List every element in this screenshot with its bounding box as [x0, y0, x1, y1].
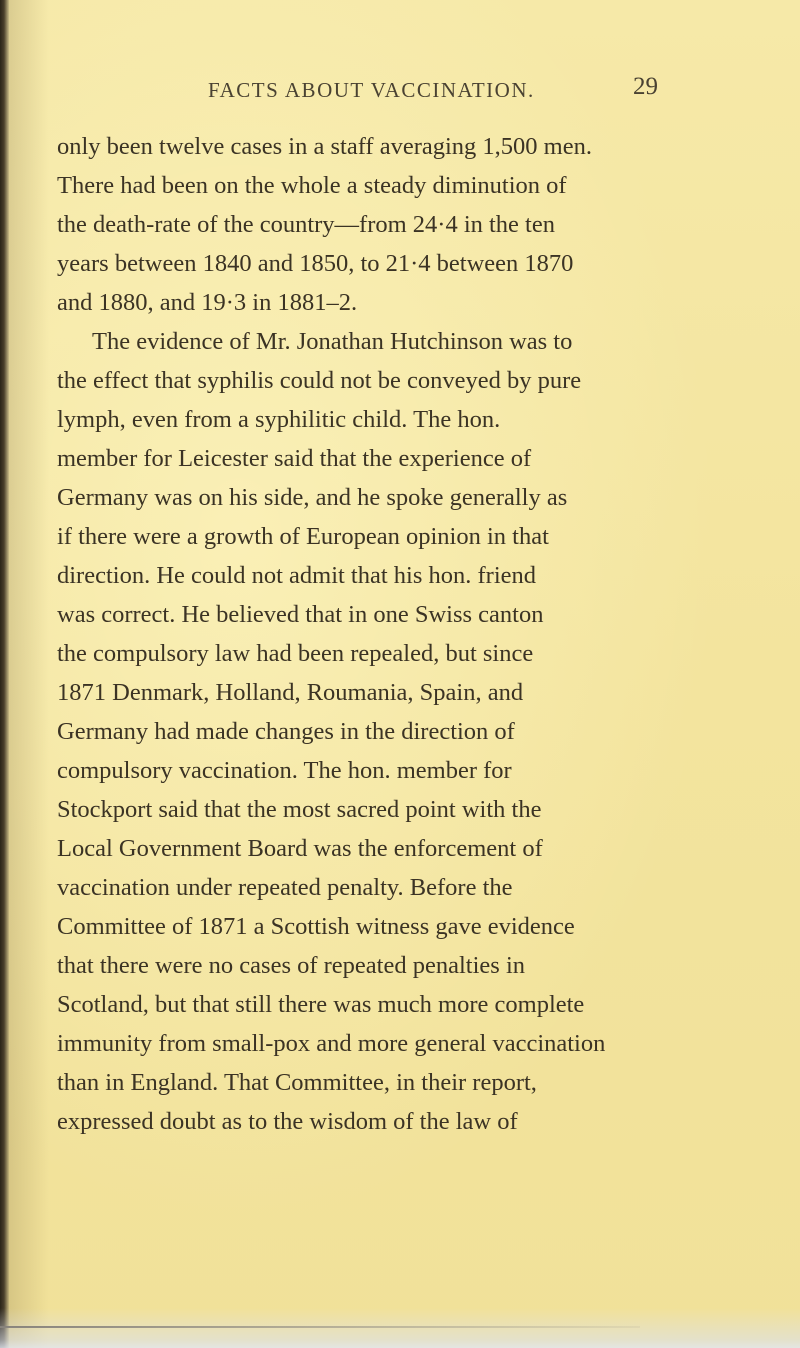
text-line: member for Leicester said that the experience of: [57, 445, 532, 472]
scan-bottom-shadow: [0, 1308, 800, 1348]
text-line: was correct. He believed that in one Swiss canton: [57, 601, 544, 628]
text-line: 1871 Denmark, Holland, Roumania, Spain, and: [57, 679, 524, 706]
text-line: expressed doubt as to the wisdom of the law of: [57, 1108, 518, 1135]
text-line: years between 1840 and 1850, to 21·4 between 1870: [57, 250, 574, 277]
text-line: The evidence of Mr. Jonathan Hutchinson was to: [92, 328, 573, 355]
text-line: Scotland, but that still there was much more complete: [57, 991, 585, 1018]
text-line: Germany had made changes in the direction of: [57, 718, 515, 745]
text-line: Germany was on his side, and he spoke generally as: [57, 484, 568, 511]
text-line: the death-rate of the country—from 24·4 in the ten: [57, 211, 555, 238]
text-line: only been twelve cases in a staff averaging 1,500 men.: [57, 133, 592, 160]
text-line: Committee of 1871 a Scottish witness gave evidence: [57, 913, 575, 940]
gutter-shadow: [9, 0, 49, 1348]
text-line: if there were a growth of European opinion in that: [57, 523, 549, 550]
page-number: 29: [633, 73, 658, 100]
text-line: Stockport said that the most sacred point with the: [57, 796, 542, 823]
text-line: that there were no cases of repeated penalties in: [57, 952, 526, 979]
text-line: direction. He could not admit that his hon. friend: [57, 562, 537, 589]
text-line: There had been on the whole a steady diminution of: [57, 172, 567, 199]
text-line: Local Government Board was the enforcement of: [57, 835, 543, 862]
text-line: the effect that syphilis could not be conveyed by pure: [57, 367, 582, 394]
text-line: and 1880, and 19·3 in 1881–2.: [57, 289, 358, 316]
text-line: the compulsory law had been repealed, but since: [57, 640, 534, 667]
book-binding-edge: [0, 0, 9, 1348]
text-line: compulsory vaccination. The hon. member for: [57, 757, 512, 784]
text-line: than in England. That Committee, in their report,: [57, 1069, 537, 1096]
running-head: [0, 62, 800, 102]
text-line: lymph, even from a syphilitic child. The hon.: [57, 406, 501, 433]
text-line: immunity from small-pox and more general vaccination: [57, 1030, 606, 1057]
running-head-title: FACTS ABOUT VACCINATION.: [208, 78, 535, 102]
text-line: vaccination under repeated penalty. Before the: [57, 874, 513, 901]
